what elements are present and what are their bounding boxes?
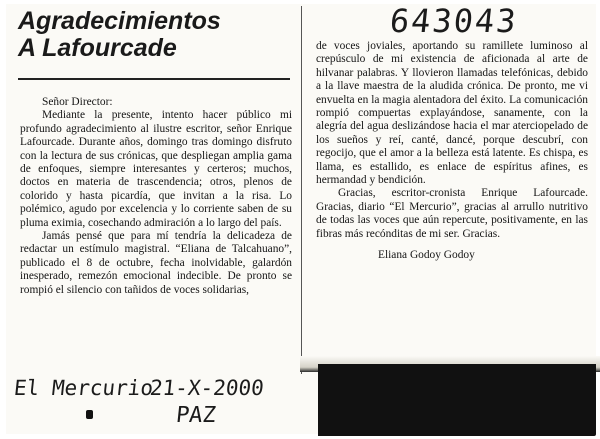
scan-dark-area bbox=[318, 364, 596, 436]
letter-column-1 bbox=[20, 96, 292, 297]
handwritten-source: El Mercurio bbox=[12, 376, 155, 400]
ink-mark bbox=[86, 410, 93, 419]
salutation: Señor Director: bbox=[42, 96, 113, 108]
column-divider bbox=[301, 6, 302, 374]
paragraph-2: Jamás pensé que para mí tendría la delicadeza de redactar un estímulo magistral. “Eliana de Talcahuano”, publicado el 8 de octubre, fecha inolvidable, galardón inesperado, remezón emocional indecible. De pronto se rompió el silencio con tañidos de voces solidarias, bbox=[20, 230, 292, 296]
handwritten-date: 21-X-2000 bbox=[148, 376, 266, 400]
handwritten-archive-number: 643043 bbox=[388, 2, 520, 40]
title-line-1: Agradecimientos bbox=[18, 7, 221, 35]
article-title bbox=[18, 8, 288, 62]
title-rule bbox=[18, 78, 290, 80]
title-line-2: A Lafourcade bbox=[18, 34, 177, 62]
letter-column-2 bbox=[316, 40, 588, 263]
paragraph-4: Gracias, escritor-cronista Enrique Lafourcade. Gracias, diario “El Mercurio”, gracias al arrullo nutritivo de todas las voces que aún repercute, positivamente, en las fibras más recónditas de mi ser. Gracias. bbox=[316, 187, 588, 240]
paragraph-1: Mediante la presente, intento hacer público mi profundo agradecimiento al ilustre escritor, señor Enrique Lafourcade. Durante años, domingo tras domingo disfruto con la lectura de sus crónicas, que despliegan amplia gama de enfoques, siempre interesantes y certeros; muchos, doctos en materia de trascendencia; otros, plenos de colorido y hasta picardía, que invitan a la risa. Lo polémico, agudo por excelencia y lo corriente saben de su pluma eximia, cosechando admiración a lo largo del país. bbox=[20, 109, 292, 229]
handwritten-page: PAZ bbox=[174, 403, 218, 428]
signature: Eliana Godoy Godoy bbox=[378, 249, 475, 262]
paragraph-3: de voces joviales, aportando su ramillete luminoso al crepúsculo de mi existencia de aficionada al arte de hilvanar palabras. Y llovieron llamadas telefónicas, debido a la llave maestra de la aludida crónica. De pronto, me vi envuelta en la magia alentadora del éxito. La comunicación rompió compuertas explayándose, sanamente, con la alegría del agua deslizándose hacia el mar aterciopelado de los sueños y reí, canté, dancé, porque descubrí, con regocijo, que el amor a la belleza está latente. Es chispa, es llama, es estallido, es enlace de espíritus afines, es hermandad y bendición. bbox=[316, 40, 588, 187]
